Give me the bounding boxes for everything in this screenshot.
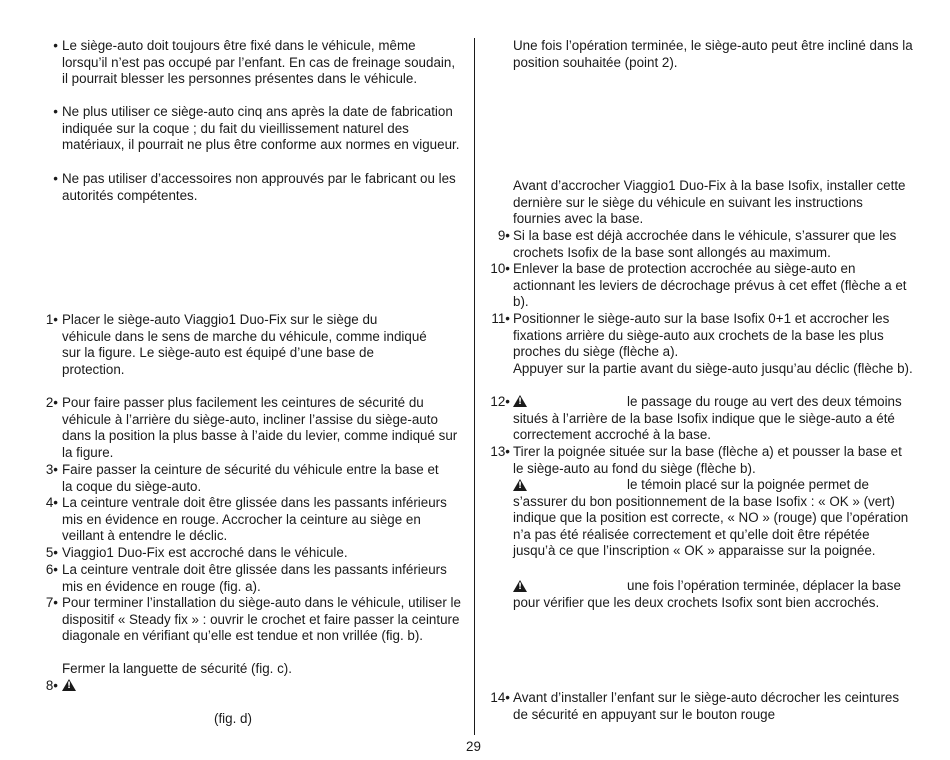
warning-triangle-icon bbox=[62, 679, 76, 691]
step-text: Faire passer la ceinture de sécurité du véhicule entre la base et la coque du siège-auto. bbox=[62, 462, 439, 494]
isofix-intro-paragraph: Avant d’accrocher Viaggio1 Duo-Fix à la base Isofix, installer cette dernière sur le siège du véhicule en suivant les instructions fournies avec la base. bbox=[513, 178, 906, 227]
step-number: 4• bbox=[45, 495, 58, 510]
step-text: La ceinture ventrale doit être glissée dans les passants inférieurs mis en évidence en rouge (fig. a). bbox=[62, 562, 447, 594]
step-text: Enlever la base de protection accrochée au siège-auto en actionnant les leviers de décrochage prévus à cet effet (flèche a et b). bbox=[513, 261, 907, 310]
step-number: 10• bbox=[490, 261, 510, 276]
bullet-text: Ne plus utiliser ce siège-auto cinq ans après la date de fabrication indiquée sur la coque ; du fait du vieillissement naturel des matériaux, il pourrait ne plus être conforme aux normes en vigueur. bbox=[62, 104, 460, 153]
step-text: Viaggio1 Duo-Fix est accroché dans le véhicule. bbox=[62, 545, 348, 560]
step-number: 1• bbox=[45, 312, 58, 327]
step-number: 8• bbox=[45, 678, 58, 693]
step-text-continued: une fois l’opération terminée, déplacer la base pour vérifier que les deux crochets Isofix sont bien accrochés. bbox=[513, 578, 901, 610]
step-text: Tirer la poignée située sur la base (flèche a) et pousser la base et le siège-auto au fond du siège (flèche b). bbox=[513, 444, 902, 476]
step-number: 2• bbox=[45, 395, 58, 410]
step-text-continued: Appuyer sur la partie avant du siège-auto jusqu’au déclic (flèche b). bbox=[513, 361, 913, 376]
figure-caption: (fig. d) bbox=[214, 711, 252, 726]
step-text-continued: le témoin placé sur la poignée permet de s’assurer du bon positionnement de la base Isofix : « OK » (vert) indique que la position est correcte, « NO » (rouge) que l’opération n’a pas été réalisée correctement et qu’elle doit être répétée jusqu’à ce que l’inscription « OK » apparaisse sur la poignée. bbox=[513, 477, 909, 559]
step-number: 5• bbox=[45, 545, 58, 560]
step-number: 11• bbox=[491, 311, 510, 326]
column-divider bbox=[474, 38, 475, 735]
bullet-text: Le siège-auto doit toujours être fixé dans le véhicule, même lorsqu’il n’est pas occupé par l’enfant. En cas de freinage soudain, il pourrait blesser les personnes présentes dans le véhicule. bbox=[62, 38, 456, 87]
step-number: 12• bbox=[490, 394, 510, 409]
page-number: 29 bbox=[466, 739, 481, 754]
step-number: 3• bbox=[45, 462, 58, 477]
step-number: 9• bbox=[497, 228, 510, 243]
step-text-continued: Fermer la languette de sécurité (fig. c). bbox=[62, 661, 292, 676]
step-text: Placer le siège-auto Viaggio1 Duo-Fix sur le siège du véhicule dans le sens de marche du véhicule, comme indiqué sur la figure. Le siège-auto est équipé d’une base de protection. bbox=[62, 312, 427, 377]
bullet-marker: • bbox=[53, 104, 58, 119]
step-text: Pour terminer l’installation du siège-auto dans le véhicule, utiliser le dispositif « Steady fix » : ouvrir le crochet et faire passer la ceinture diagonale en vérifiant qu’elle est tendue et non vrillée (fig. b). bbox=[62, 595, 461, 644]
intro-paragraph: Une fois l’opération terminée, le siège-auto peut être incliné dans la position souhaitée (point 2). bbox=[513, 38, 913, 70]
bullet-text: Ne pas utiliser d’accessoires non approuvés par le fabricant ou les autorités compétentes. bbox=[62, 171, 456, 203]
step-number: 14• bbox=[490, 690, 510, 705]
step-number: 13• bbox=[490, 444, 510, 459]
step-text: Si la base est déjà accrochée dans le véhicule, s’assurer que les crochets Isofix de la base sont allongés au maximum. bbox=[513, 228, 897, 260]
step-number: 7• bbox=[45, 595, 58, 610]
bullet-marker: • bbox=[53, 171, 58, 186]
bullet-marker: • bbox=[53, 38, 58, 53]
step-text: Pour faire passer plus facilement les ceintures de sécurité du véhicule à l’arrière du siège-auto, incliner l’assise du siège-auto dans la position la plus basse à l’aide du levier, comme indiqué sur la figure. bbox=[62, 395, 458, 460]
step-text: Positionner le siège-auto sur la base Isofix 0+1 et accrocher les fixations arrière du siège-auto aux crochets de la base les plus proches du siège (flèche a). bbox=[513, 311, 890, 360]
step-text bbox=[62, 678, 464, 695]
step-text: Avant d’installer l’enfant sur le siège-auto décrocher les ceintures de sécurité en appuyant sur le bouton rouge bbox=[513, 690, 900, 722]
step-number: 6• bbox=[45, 562, 58, 577]
step-text: La ceinture ventrale doit être glissée dans les passants inférieurs mis en évidence en rouge. Accrocher la ceinture au siège en veillant à entendre le déclic. bbox=[62, 495, 447, 544]
step-text: le passage du rouge au vert des deux témoins situés à l’arrière de la base Isofix indique que le siège-auto a été correctement accroché à la base. bbox=[513, 394, 902, 443]
